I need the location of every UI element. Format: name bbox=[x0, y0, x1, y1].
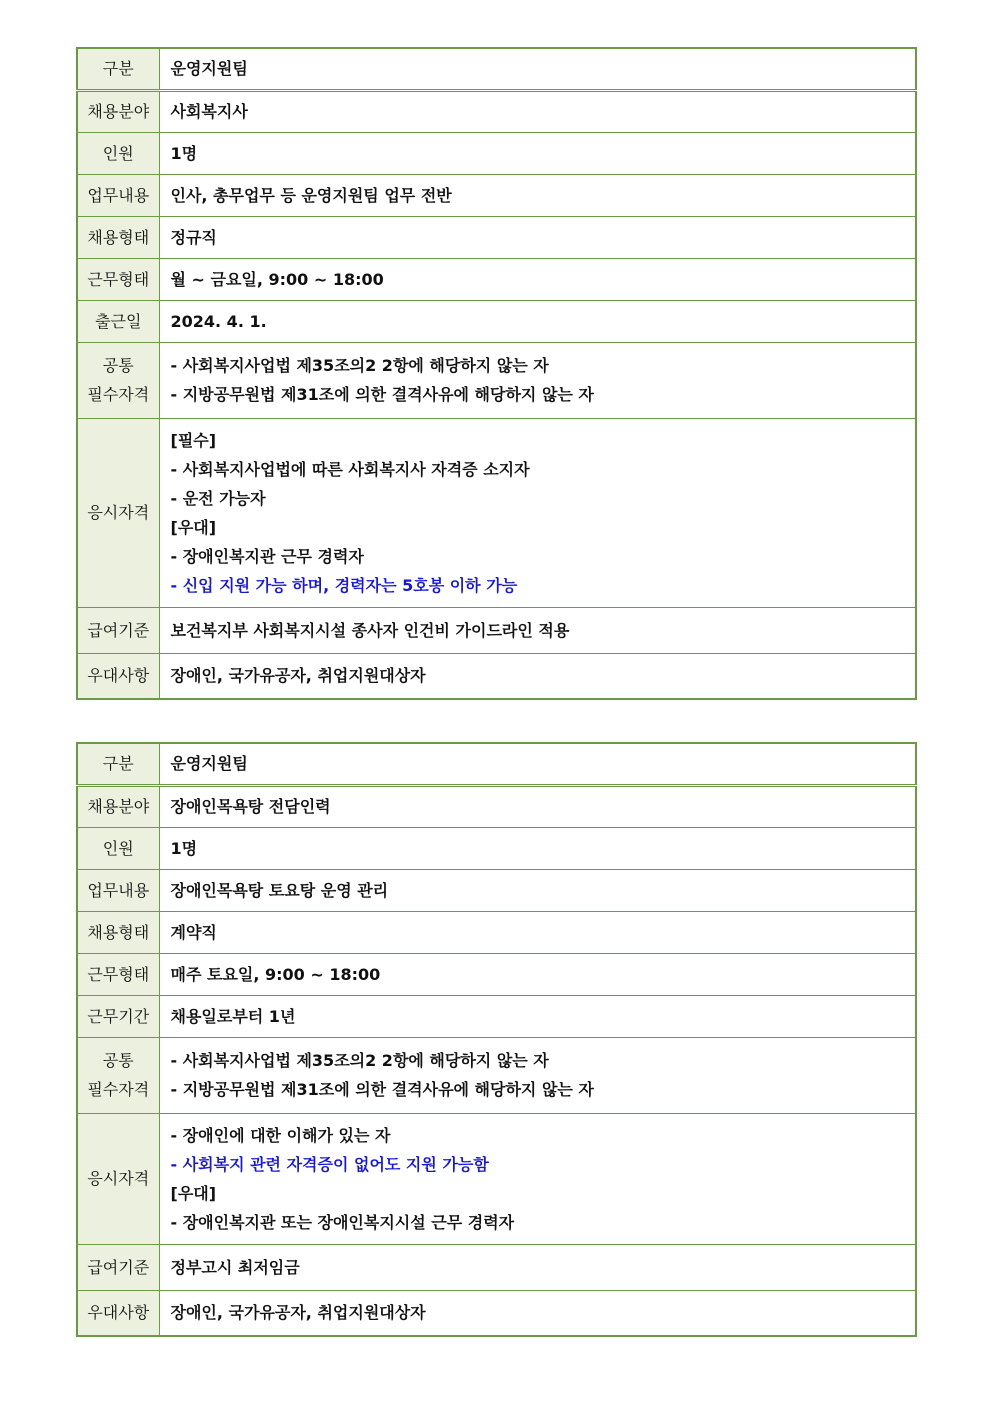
table-row bbox=[77, 785, 916, 827]
value-text: 정규직 bbox=[170, 227, 217, 247]
table-row bbox=[77, 258, 916, 300]
table-row bbox=[77, 653, 916, 699]
table-row bbox=[77, 953, 916, 995]
value-text: 보건복지부 사회복지시설 종사자 인건비 가이드라인 적용 bbox=[170, 620, 570, 640]
table-body bbox=[77, 743, 916, 1336]
row-label-line: 필수자격 bbox=[87, 1080, 150, 1099]
row-label: 채용형태 bbox=[77, 216, 159, 258]
row-value bbox=[159, 1037, 916, 1113]
row-value bbox=[159, 1244, 916, 1290]
value-text: 1명 bbox=[170, 143, 198, 163]
row-value bbox=[159, 995, 916, 1037]
row-label-line: 공통 bbox=[102, 356, 134, 375]
value-text: [우대] bbox=[170, 517, 217, 537]
table-row bbox=[77, 743, 916, 785]
row-label: 응시자격 bbox=[77, 1113, 159, 1244]
row-value bbox=[159, 258, 916, 300]
table-row bbox=[77, 418, 916, 607]
table-row bbox=[77, 869, 916, 911]
row-value bbox=[159, 653, 916, 699]
row-label-line: 공통 bbox=[102, 1051, 134, 1070]
value-text: - 장애인복지관 근무 경력자 bbox=[170, 546, 364, 566]
row-label: 채용분야 bbox=[77, 90, 159, 132]
value-text: 장애인, 국가유공자, 취업지원대상자 bbox=[170, 1303, 426, 1323]
row-value bbox=[159, 300, 916, 342]
row-value bbox=[159, 1290, 916, 1336]
table-row bbox=[77, 300, 916, 342]
value-text: 인사, 총무업무 등 운영지원팀 업무 전반 bbox=[170, 185, 452, 205]
value-text: - 지방공무원법 제31조에 의한 결격사유에 해당하지 않는 자 bbox=[170, 1080, 594, 1099]
row-label-line: 필수자격 bbox=[87, 385, 150, 404]
row-label: 급여기준 bbox=[77, 607, 159, 653]
table-row bbox=[77, 1113, 916, 1244]
value-text: - 사회복지사업법 제35조의2 2항에 해당하지 않는 자 bbox=[170, 1051, 549, 1070]
job-posting-table-1 bbox=[76, 47, 917, 700]
row-label bbox=[77, 342, 159, 418]
row-label: 근무기간 bbox=[77, 995, 159, 1037]
value-text: - 사회복지사업법 제35조의2 2항에 해당하지 않는 자 bbox=[170, 356, 549, 375]
row-label: 인원 bbox=[77, 827, 159, 869]
row-label: 인원 bbox=[77, 132, 159, 174]
table-row bbox=[77, 1244, 916, 1290]
table-row bbox=[77, 1037, 916, 1113]
table-row bbox=[77, 90, 916, 132]
highlight-text: - 신입 지원 가능 하며, 경력자는 5호봉 이하 가능 bbox=[170, 575, 518, 595]
value-text: 1명 bbox=[170, 838, 198, 858]
table-row bbox=[77, 342, 916, 418]
table-row bbox=[77, 995, 916, 1037]
row-value bbox=[159, 342, 916, 418]
row-value bbox=[159, 48, 916, 90]
value-text: - 장애인에 대한 이해가 있는 자 bbox=[170, 1125, 391, 1145]
value-text: 2024. 4. 1. bbox=[170, 311, 267, 331]
value-text: 운영지원팀 bbox=[170, 754, 248, 774]
row-label: 채용형태 bbox=[77, 911, 159, 953]
table-row bbox=[77, 174, 916, 216]
row-label: 급여기준 bbox=[77, 1244, 159, 1290]
value-text: [우대] bbox=[170, 1183, 217, 1203]
row-value bbox=[159, 216, 916, 258]
row-value bbox=[159, 869, 916, 911]
row-value bbox=[159, 1113, 916, 1244]
table-row bbox=[77, 1290, 916, 1336]
value-text: 사회복지사 bbox=[170, 102, 248, 121]
row-value bbox=[159, 418, 916, 607]
table-row bbox=[77, 48, 916, 90]
table-row bbox=[77, 827, 916, 869]
row-label: 근무형태 bbox=[77, 953, 159, 995]
value-text: 매주 토요일, 9:00 ~ 18:00 bbox=[170, 964, 381, 984]
row-label: 구분 bbox=[77, 48, 159, 90]
row-value bbox=[159, 132, 916, 174]
row-label: 업무내용 bbox=[77, 174, 159, 216]
value-text: - 지방공무원법 제31조에 의한 결격사유에 해당하지 않는 자 bbox=[170, 385, 594, 404]
value-text: 계약직 bbox=[170, 922, 217, 942]
row-label: 우대사항 bbox=[77, 1290, 159, 1336]
value-text: 장애인목욕탕 토요탕 운영 관리 bbox=[170, 880, 389, 900]
value-text: 운영지원팀 bbox=[170, 59, 248, 79]
value-text: 월 ~ 금요일, 9:00 ~ 18:00 bbox=[170, 269, 384, 289]
row-label: 근무형태 bbox=[77, 258, 159, 300]
job-posting-table-2 bbox=[76, 742, 917, 1337]
row-label: 응시자격 bbox=[77, 418, 159, 607]
table-body bbox=[77, 48, 916, 699]
value-text: - 운전 가능자 bbox=[170, 488, 266, 508]
row-label: 출근일 bbox=[77, 300, 159, 342]
value-text: 정부고시 최저임금 bbox=[170, 1257, 300, 1277]
row-value bbox=[159, 827, 916, 869]
value-text: 장애인목욕탕 전담인력 bbox=[170, 797, 331, 816]
value-text: 채용일로부터 1년 bbox=[170, 1006, 296, 1026]
table-row bbox=[77, 132, 916, 174]
value-text: - 사회복지사업법에 따른 사회복지사 자격증 소지자 bbox=[170, 459, 530, 479]
row-value bbox=[159, 785, 916, 827]
table-row bbox=[77, 607, 916, 653]
row-label: 우대사항 bbox=[77, 653, 159, 699]
row-label bbox=[77, 1037, 159, 1113]
row-label: 구분 bbox=[77, 743, 159, 785]
value-text: 장애인, 국가유공자, 취업지원대상자 bbox=[170, 666, 426, 686]
table-row bbox=[77, 911, 916, 953]
row-value bbox=[159, 607, 916, 653]
row-label: 채용분야 bbox=[77, 785, 159, 827]
highlight-text: - 사회복지 관련 자격증이 없어도 지원 가능함 bbox=[170, 1154, 489, 1174]
table-row bbox=[77, 216, 916, 258]
value-text: - 장애인복지관 또는 장애인복지시설 근무 경력자 bbox=[170, 1212, 515, 1232]
row-value bbox=[159, 90, 916, 132]
row-value bbox=[159, 911, 916, 953]
row-value bbox=[159, 953, 916, 995]
row-value bbox=[159, 743, 916, 785]
row-label: 업무내용 bbox=[77, 869, 159, 911]
value-text: [필수] bbox=[170, 430, 217, 450]
row-value bbox=[159, 174, 916, 216]
